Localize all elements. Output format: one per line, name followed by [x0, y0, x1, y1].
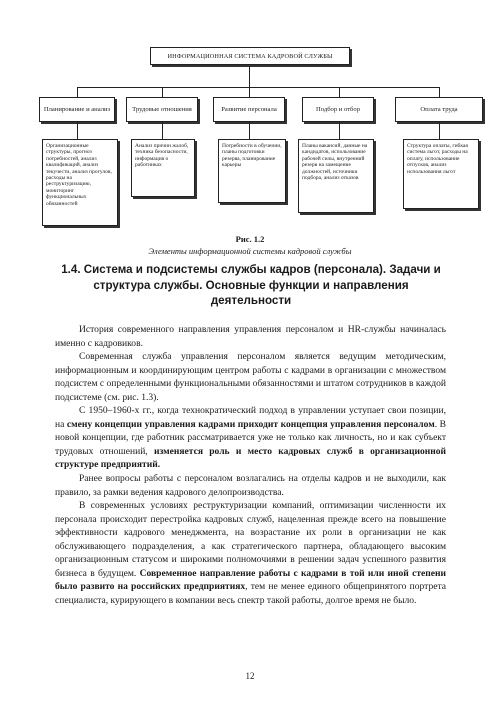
- text-run: С 1950–1960-х гг., когда технократический подход в управлении уступает свои позиции, на: [55, 405, 446, 430]
- detail-planning-analysis: Организационные структуры, прогноз потребностей, анализ квалификаций, анализ текучести, анализ прогулов, расходы на реструктуризацию, мониторинг функциональных обязанностей: [42, 139, 118, 226]
- diagram-connector: [249, 66, 250, 87]
- paragraph: [55, 323, 446, 350]
- category-labor-relations: Трудовые отношения: [126, 97, 198, 122]
- detail-labor-relations: Анализ причин жалоб, техника безопасности, информация о работниках: [131, 139, 195, 197]
- page-number: 12: [245, 671, 255, 681]
- diagram-connector: [162, 122, 163, 139]
- figure-number: Рис. 1.2: [235, 234, 265, 244]
- paragraph: [55, 472, 446, 499]
- diagram-root-box: ИНФОРМАЦИОННАЯ СИСТЕМА КАДРОВОЙ СЛУЖБЫ: [150, 47, 350, 65]
- diagram-connector: [77, 87, 78, 97]
- category-recruitment-selection: Подбор и отбор: [302, 97, 374, 122]
- bold-text-run: изменяется роль и место кадровых служб в организационной структуре предприятий.: [55, 445, 447, 471]
- diagram-connector: [249, 87, 250, 97]
- text-run: , тем не менее единого общепринятого портрета специалиста, курирующего в компании весь спектр такой работы, долгое время не было.: [55, 581, 446, 606]
- category-planning-analysis: Планирование и анализ: [39, 97, 115, 122]
- text-run: . В новой концепции, где работник рассматривается уже не только как личность, но и как субъект трудовых отношений,: [55, 418, 446, 457]
- diagram-connector: [77, 122, 78, 139]
- diagram-connector: [439, 87, 440, 97]
- text-run: В современных условиях реструктуризации компаний, оптимизации численности их персонала происходит перестройка кадровых служб, нацеленная прежде всего на повышение эффективности кадрового менеджмента, на возрастание их роли в организации не как обслуживающего подразделения, а как стратегического партнера, обладающего высоким организационным статусом и широкими полномочиями в решении задач успешного развития бизнеса в будущем.: [55, 500, 446, 579]
- category-personnel-development: Развитие персонала: [213, 97, 285, 122]
- text-run: Современная служба управления персоналом является ведущим методическим, информационным и координирующим центром работы с кадрами в организации с множеством подсистем с определенными функциональными обязанностями и штатом сотрудников в каждой подсистеме (см. рис. 1.3).: [55, 351, 446, 403]
- diagram-connector: [439, 122, 440, 139]
- detail-recruitment-selection: Планы вакансий, данные на кандидатов, использование рабочей силы, внутренний резерв на замещение должностей, источники подбора, анализ отказов: [298, 139, 374, 213]
- bold-text-run: Современное направление работы с кадрами в той или иной степени было развито на российских предприятиях: [55, 567, 446, 593]
- diagram-connector: [77, 87, 439, 88]
- paragraph: [55, 350, 446, 404]
- detail-personnel-development: Потребности в обучении, планы подготовки резерва, планирование карьеры: [218, 139, 286, 203]
- section-heading: 1.4. Система и подсистемы службы кадров (персонала). Задачи и структура службы. Основные функции и направления деятельности: [61, 263, 441, 308]
- body-text: [55, 323, 446, 607]
- diagram-connector: [249, 122, 250, 139]
- category-compensation: Оплата труда: [395, 97, 483, 122]
- diagram-connector: [162, 87, 163, 97]
- detail-compensation: Структура оплаты, гибкая система льгот, расходы на оплату, использование отпусков, анализ использования льгот: [403, 139, 479, 209]
- text-run: История современного направления управления персоналом и HR-службы начиналась именно с кадровиков.: [55, 324, 446, 349]
- paragraph: [55, 499, 446, 607]
- paragraph: [55, 404, 446, 472]
- figure-caption: Элементы информационной системы кадровой службы: [148, 246, 352, 256]
- diagram-connector: [339, 87, 340, 97]
- text-run: Ранее вопросы работы с персоналом возлагались на отделы кадров и не выходили, как правило, за рамки ведения кадрового делопроизводства.: [55, 473, 446, 498]
- bold-text-run: смену концепции управления кадрами приходит концепция управления персоналом: [66, 418, 435, 430]
- diagram-connector: [339, 122, 340, 139]
